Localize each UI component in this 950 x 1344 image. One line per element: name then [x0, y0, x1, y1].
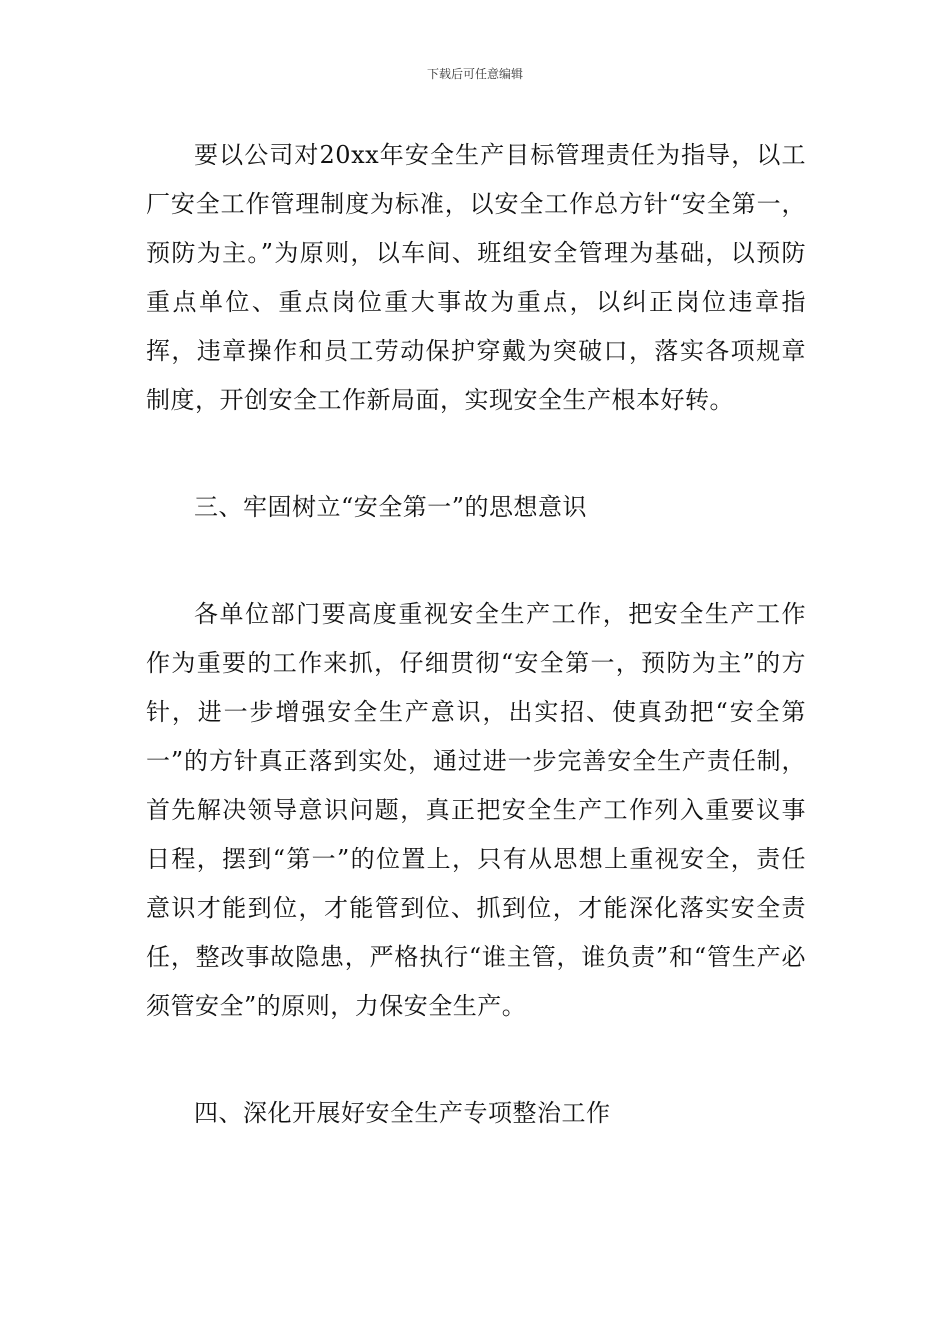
section-heading-3: 三、牢固树立“安全第一”的思想意识	[194, 493, 588, 521]
paragraph-spacer	[146, 532, 806, 590]
section-heading-4: 四、深化开展好安全生产专项整治工作	[194, 1099, 611, 1127]
paragraph-spacer	[146, 425, 806, 483]
paragraph-safety-awareness: 各单位部门要高度重视安全生产工作，把安全生产工作作为重要的工作来抓，仔细贯彻“安全第一，预防为主”的方针，进一步增强安全生产意识，出实招、使真劲把“安全第一”的方针真正落到实处，通过进一步完善安全生产责任制，首先解决领导意识问题，真正把安全生产工作列入重要议事日程，摆到“第一”的位置上，只有从思想上重视安全，责任意识才能到位，才能管到位、抓到位，才能深化落实安全责任，整改事故隐患，严格执行“谁主管，谁负责”和“管生产必须管安全”的原则，力保安全生产。	[146, 600, 806, 1020]
header-note: 下载后可任意编辑	[426, 67, 523, 81]
document-body	[146, 131, 806, 1138]
paragraph-spacer	[146, 1031, 806, 1089]
paragraph-guiding-principles: 要以公司对20xx年安全生产目标管理责任为指导，以工厂安全工作管理制度为标准，以安全工作总方针“安全第一，预防为主。”为原则，以车间、班组安全管理为基础，以预防重点单位、重点岗位重大事故为重点，以纠正岗位违章指挥，违章操作和员工劳动保护穿戴为突破口，落实各项规章制度，开创安全工作新局面，实现安全生产根本好转。	[146, 141, 806, 414]
